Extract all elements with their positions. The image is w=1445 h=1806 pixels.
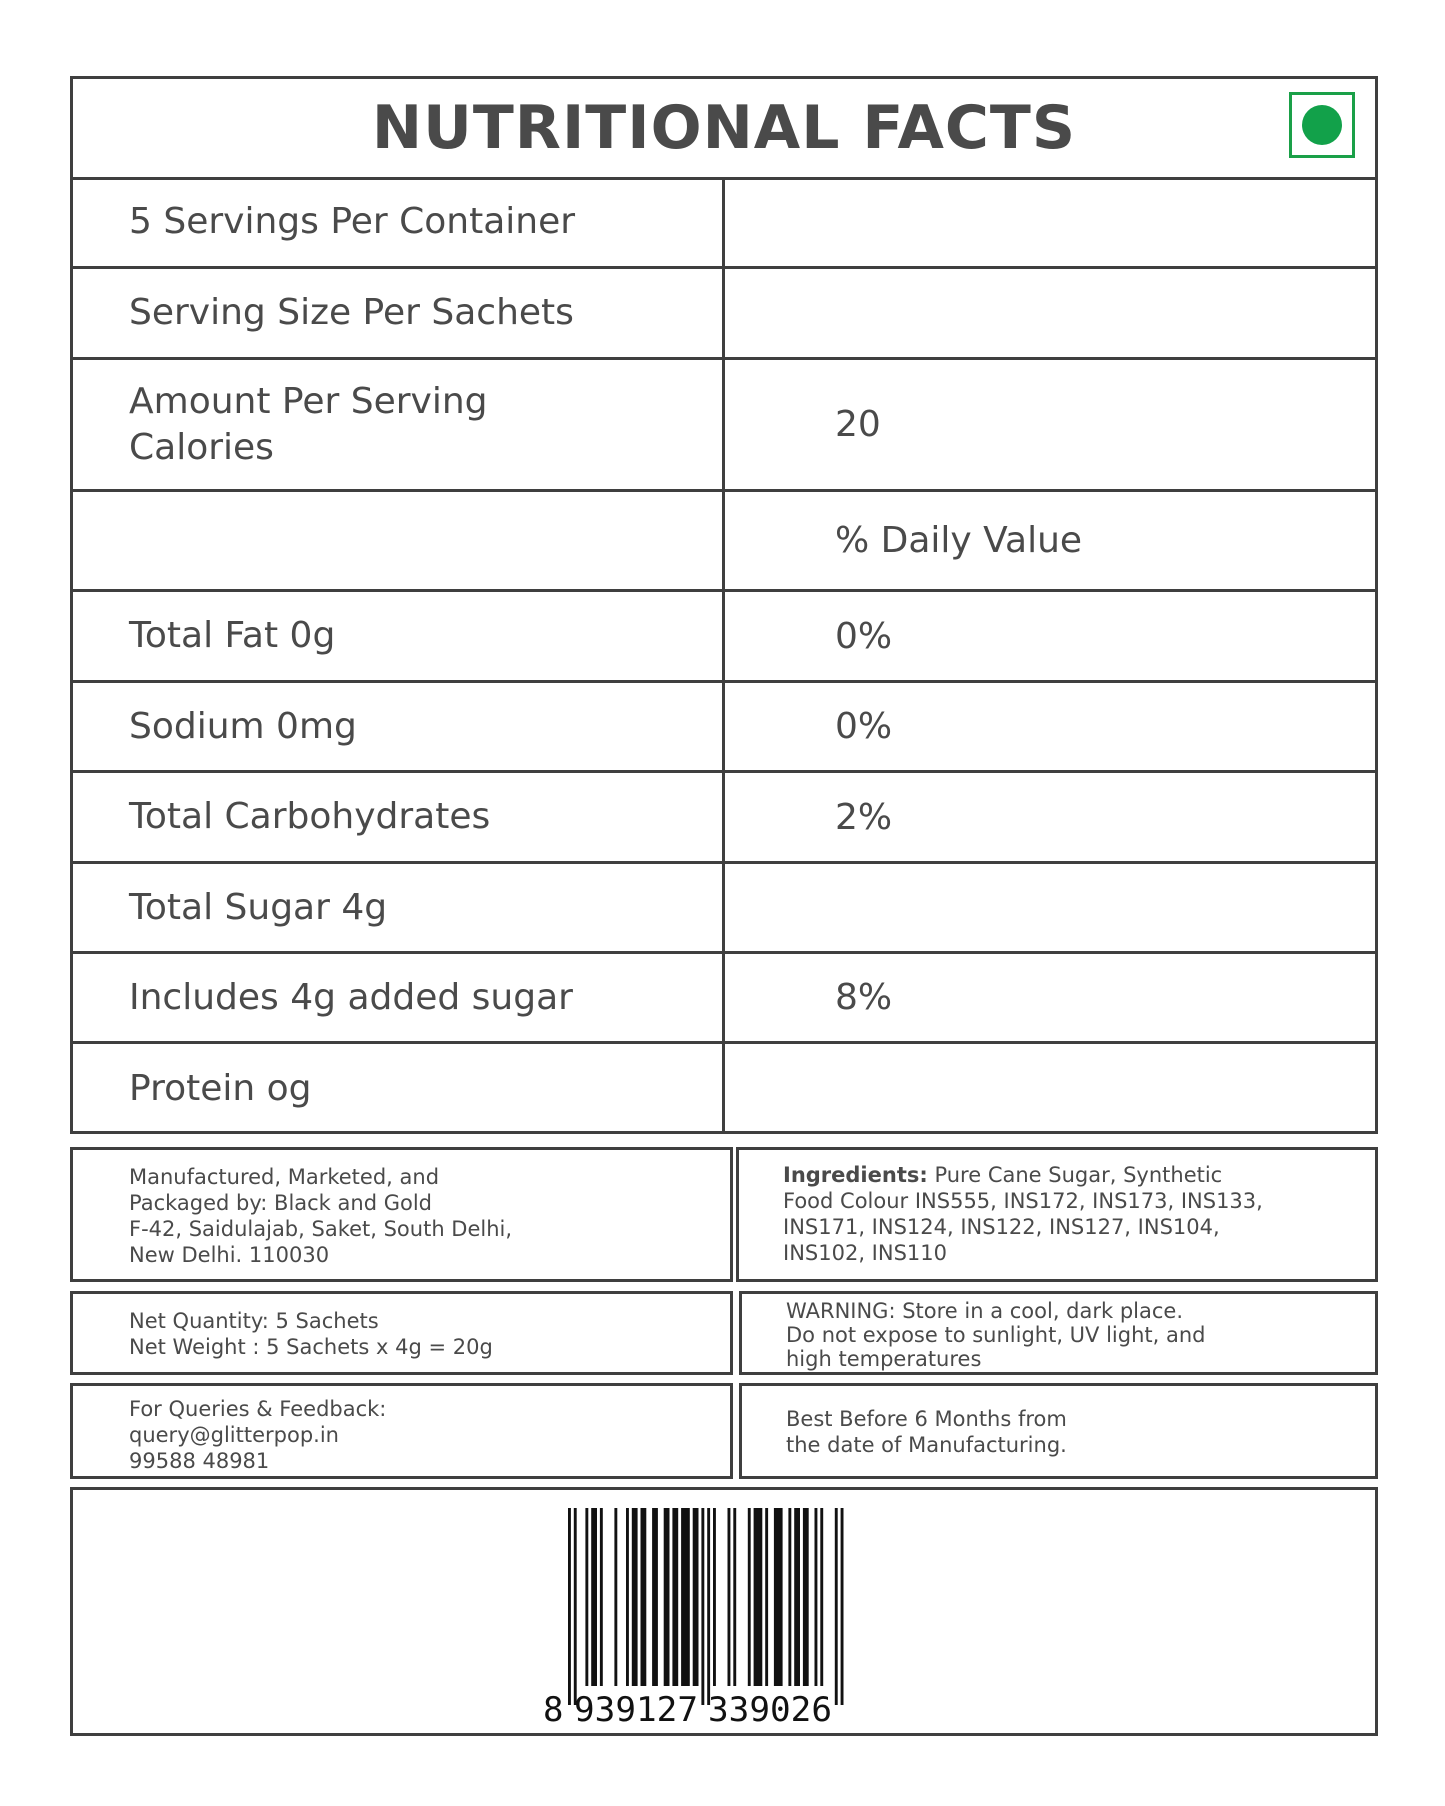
veg-dot (1302, 105, 1342, 145)
barcode-bar (585, 1508, 588, 1686)
barcode-right-digits: 339026 (708, 1690, 832, 1730)
table-row (73, 269, 1375, 360)
net-weight: Net Weight : 5 Sachets x 4g = 20g (129, 1335, 493, 1359)
barcode-bar (591, 1508, 597, 1686)
row-value: 0% (835, 615, 893, 657)
warning-info (742, 1294, 1375, 1371)
barcode-bar (835, 1508, 838, 1705)
nutrition-table (70, 177, 1378, 1134)
row-label: Serving Size Per Sachets (73, 269, 725, 357)
row-label: Amount Per Serving Calories (73, 360, 725, 489)
ingredients-line: INS171, INS124, INS122, INS127, INS104, (783, 1215, 1220, 1239)
contact-info (73, 1386, 730, 1474)
ingredients-line: Pure Cane Sugar, Synthetic (934, 1163, 1223, 1187)
table-row (73, 864, 1375, 954)
row-value: 0% (835, 706, 893, 747)
barcode-icon (73, 1490, 1375, 1733)
barcode-bar (820, 1508, 823, 1686)
row-value (725, 269, 1375, 357)
ingredients-info (739, 1150, 1375, 1266)
warning-line: high temperatures (786, 1347, 982, 1371)
row-label: Includes 4g added sugar (73, 954, 725, 1041)
barcode-bar (641, 1508, 647, 1686)
barcode-bar (754, 1508, 763, 1686)
barcode-bar (664, 1508, 670, 1686)
barcode-bar (815, 1508, 818, 1686)
manufacturer-line: Manufactured, Marketed, and (129, 1165, 440, 1189)
barcode-bar (568, 1508, 571, 1705)
barcode-left-digits: 939127 (574, 1690, 698, 1730)
table-row (73, 954, 1375, 1044)
best-before-line: Best Before 6 Months from (786, 1407, 1067, 1431)
manufacturer-line: Packaged by: Black and Gold (129, 1191, 432, 1215)
row-label: Total Carbohydrates (73, 773, 725, 861)
barcode-bar (788, 1508, 791, 1686)
barcode-box (70, 1487, 1378, 1736)
row-value: 8% (835, 977, 893, 1018)
row-label: Sodium 0mg (73, 683, 725, 770)
manufacturer-line: New Delhi. 110030 (129, 1243, 330, 1267)
row-label (73, 492, 725, 589)
table-row (73, 360, 1375, 492)
barcode-bar (803, 1508, 809, 1686)
row-value (725, 177, 1375, 266)
row-label: Total Fat 0g (73, 592, 725, 680)
title-box (70, 76, 1378, 180)
barcode-bar (693, 1508, 699, 1686)
barcode-bar (600, 1508, 603, 1686)
best-before-line: the date of Manufacturing. (786, 1433, 1067, 1457)
net-quantity: Net Quantity: 5 Sachets (129, 1309, 379, 1333)
barcode-bars (568, 1508, 844, 1705)
page-title: NUTRITIONAL FACTS (371, 93, 1077, 163)
best-before-box (739, 1383, 1378, 1479)
barcode-bar (632, 1508, 638, 1686)
barcode-bar (713, 1508, 716, 1686)
ingredients-label: Ingredients: (783, 1163, 928, 1187)
row-value: % Daily Value (835, 520, 1083, 561)
barcode-first-digit: 8 (543, 1690, 564, 1730)
barcode-bar (794, 1508, 800, 1686)
warning-line: WARNING: Store in a cool, dark place. (786, 1299, 1184, 1323)
barcode-bar (574, 1508, 577, 1705)
veg-symbol-icon (1289, 92, 1355, 158)
row-value (725, 1044, 1375, 1134)
barcode-bar (707, 1508, 710, 1705)
barcode-bar (728, 1508, 731, 1686)
barcode-bar (701, 1508, 704, 1705)
manufacturer-box (70, 1147, 733, 1282)
barcode-bar (681, 1508, 690, 1686)
barcode-bar (672, 1508, 678, 1686)
row-value: 2% (835, 796, 893, 838)
quantity-box (70, 1291, 733, 1375)
manufacturer-line: F-42, Saidulajab, Saket, South Delhi, (129, 1217, 513, 1241)
row-label: Total Sugar 4g (73, 864, 725, 951)
ingredients-line: INS102, INS110 (783, 1241, 947, 1265)
ingredients-line: Food Colour INS555, INS172, INS173, INS133, (783, 1189, 1263, 1213)
barcode-bar (614, 1508, 617, 1686)
table-row (73, 773, 1375, 864)
barcode-bar (841, 1508, 844, 1705)
barcode-bar (765, 1508, 768, 1686)
contact-heading: For Queries & Feedback: (129, 1397, 387, 1421)
row-value: 20 (835, 404, 881, 445)
row-label: Protein og (73, 1044, 725, 1134)
table-row (73, 592, 1375, 683)
warning-line: Do not expose to sunlight, UV light, and (786, 1323, 1206, 1347)
barcode-bar (626, 1508, 629, 1686)
barcode-bar (733, 1508, 736, 1686)
ingredients-box (736, 1147, 1378, 1282)
contact-box (70, 1383, 733, 1479)
row-label: 5 Servings Per Container (73, 177, 725, 266)
barcode-bar (748, 1508, 751, 1686)
warning-box (739, 1291, 1378, 1375)
quantity-info (73, 1294, 730, 1360)
table-row (73, 492, 1375, 592)
best-before-info (742, 1386, 1375, 1458)
table-row (73, 683, 1375, 773)
table-row (73, 177, 1375, 269)
barcode-bar (774, 1508, 783, 1686)
manufacturer-info (73, 1150, 730, 1268)
row-value (725, 864, 1375, 951)
contact-phone: 99588 48981 (129, 1449, 270, 1473)
contact-email: query@glitterpop.in (129, 1423, 339, 1447)
barcode-bar (652, 1508, 658, 1686)
table-row (73, 1044, 1375, 1134)
